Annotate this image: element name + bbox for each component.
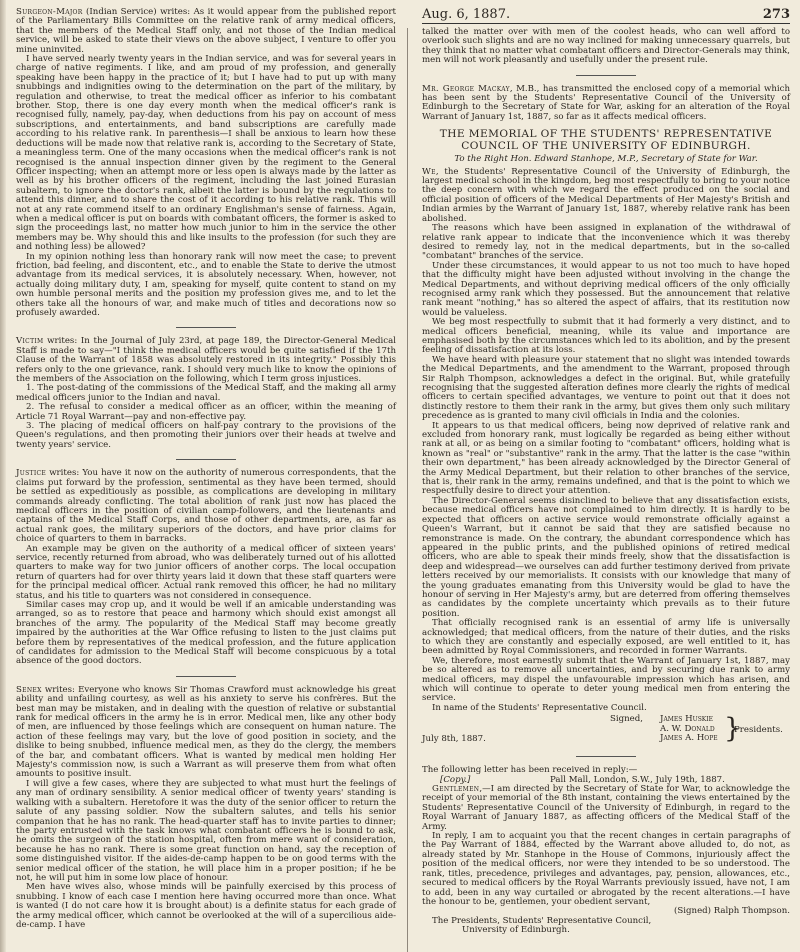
paragraph: I have served nearly twenty years in the Indian service, and was for several years in charge of native regiments. I like, and am proud of my profession, and generally speaking have been happy in the practice of it; but I have had to put up with many snubbings and indignities owing to the determination on the part of the military, by regulation and otherwise, to treat the medical officer as inferior to his combatant brother. Stop, there is one day every month when the medical officer's rank is recognised fully, namely, pay-day, when deductions from his pay on account of mess subscriptions, and entertainments, and band subscriptions are carefully made according to his relative rank. In parenthesis—I shall be anxious to learn how these deductions will be made now that relative rank is, according to the Secretary of State, a meaningless term. One of the many occasions when the medical officer's rank is not recognised is the annual inspection dinner given by the regiment to the General Officer inspecting; when an attempt more or less open is always made by the latter as well as by his brother officers of the regiment, including the last joined Eurasian subaltern, to ignore the doctor's rank, albeit the latter is bound by the regulations to attend this dinner, and to share the cost of it according to his relative rank. This will not at any rate commend itself to an ordinary Englishman's sense of fairness. Again, when a medical officer is put on boards with combatant officers, the former is asked to sign the proceedings last, no matter how much junior to him in the service the other members may be. Why should this and like insults to the profession (for such they are and nothing less) be allowed? (16, 54, 396, 253)
mackay-note: Mr. George Mackay, M.B., has transmitted the enclosed copy of a memorial which has been sent by the Students' Representative Council of the University of Edinburgh to the Secretary of State for War, asking for an alteration of the Royal Warrant of January 1st, 1887, so far as it affects medical officers. (422, 83, 790, 122)
copy-label: [Copy.] (440, 774, 471, 785)
memorial-paragraph: We, therefore, most earnestly submit that the Warrant of January 1st, 1887, may be so altered as to remove all uncertainties, and by securing due rank to army medical officers, may dispel the unfavourable impression which has arisen, and which will continue to operate to deter young medical men from entering the service. (422, 655, 790, 704)
list-item: 3. The placing of medical officers on half-pay contrary to the provisions of the Queen's regulations, and then promoting their juniors over their heads at twelve and twenty years' service. (16, 421, 396, 450)
page-number: 273 (762, 7, 790, 22)
reply-closing: University of Edinburgh. (462, 925, 570, 936)
signatory-name: James A. Hope (660, 733, 718, 744)
senex-letter-continued: talked the matter over with men of the coolest heads, who can well afford to overlook such slights and are no way inclined for making unnecessary quarrels, but they think that no matter what combatant officers and Director-Generals may think, men will not work pleasantly and usefully under the present rule. (422, 27, 790, 66)
section-rule (576, 75, 636, 76)
memorial-paragraph: In name of the Students' Representative Council. (432, 702, 647, 713)
memorial-paragraph: Under these circumstances, it would appear to us not too much to have hoped that the difficulty might have been adjusted without involving in the change the Medical Departments, and without depriving medical officers of the only officially recognised army rank which they possessed. But the announcement that relative rank meant "nothing," has so altered the aspect of affairs, that its restitution now would be valueless. (422, 260, 790, 318)
correspondent-name: Justice (16, 468, 47, 479)
brace-glyph: } (724, 713, 742, 745)
memorial-addressee: To the Right Hon. Edward Stanhope, M.P., Secretary of State for War. (454, 154, 758, 165)
memorial-paragraph: The Director-General seems disinclined to believe that any dissatisfaction exists, because medical officers have not complained to him directly. It is hardly to be expected that officers on active service would remonstrate officially against a Queen's Warrant, but it cannot be said that they are satisfied because no remonstrance is made. On the contrary, the abundant correspondence which has appeared in the public prints, and the published opinions of retired medical officers, who are able to speak their minds freely, show that the dissatisfaction is deep and widespread—we ourselves can add further testimony derived from private letters received by our memorialists. It consists with our knowledge that many of the young graduates emanating from this University would be glad to have the honour of serving in Her Majesty's army, but are deterred from offering themselves as candidates by the complete uncertainty which prevails as to their future position. (422, 495, 790, 619)
senex-letter: Senex writes: Everyone who knows Sir Thomas Crawford must acknowledge his great ability and unfailing courtesy, as well as his anxiety to serve his confrères. But the best man may be mistaken, and in dealing with the question of relative or substantial rank for medical officers in the army he is in error. Medical men, like any other body of men, are influenced by those feelings which are consequent on human nature. The action of these feelings may vary, but the love of good position in society, and the dislike to being snubbed, influence medical men, as they do the clergy, the members of the bar, and combatant officers. What is wanted by medical men holding Her Majesty's commission now, is such a Warrant as will preserve them from what often amounts to positive insult. (16, 684, 397, 780)
memorial-title: THE MEMORIAL OF THE STUDENTS' REPRESENTATIVE COUNCIL OF THE UNIVERSITY OF EDINBURGH. (439, 128, 773, 153)
surgeon-major-letter: Surgeon-Major (Indian Service) writes: As it would appear from the published report of the Parliamentary Bills Committee on the relative rank of army medical officers, that the members of the Medical Staff only, and not those of the Indian medical service, will be asked to state their views on the above subject, I venture to offer you mine uninvited. (16, 7, 396, 55)
correspondent-name: Victim (16, 336, 44, 347)
paragraph: I will give a few cases, where they are subjected to what must hurt the feelings of any man of ordinary sensibility. A senior medical officer of twenty years' standing is walking with a subaltern. Heretofore it was the duty of the senior officer to return the salute of any passing soldier. Now the subaltern salutes, and tells his senior companion that he has no rank. The head-quarter staff has to invite parties to dinner; the party entrusted with the task knows what combatant officers he is bound to ask, he omits the surgeon of the station hospital, often from mere want of consideration, because he has no rank. There is some great function on hand, say the reception of some distinguished visitor. If the aides-de-camp happen to be on good terms with the senior medical officer of the station, he will place him in a proper position; if he be not, he will put him in some low place of honour. (16, 778, 396, 883)
paragraph: Similar cases may crop up, and it would be well if an amicable understanding was arranged, so as to restore that peace and harmony which should exist amongst all branches of the army. The popularity of the Medical Staff may become greatly impaired by the authorities at the War Office refusing to listen to the just claims put before them by representatives of the medical profession, and the future application of candidates for admission to the Medical Staff will become conspicuous by a total absence of the good doctors. (16, 599, 396, 667)
signed-label: Signed, (610, 714, 643, 725)
memorial-paragraph: We, the Students' Representative Council of the University of Edinburgh, the largest medical school in the kingdom, beg most respectfully to bring to your notice the deep concern with which we regard the effect produced on the social and official position of officers of the Medical Departments of Her Majesty's British and Indian armies by the Warrant of January 1st, 1887, whereby relative rank has been abolished. (422, 166, 790, 224)
justice-letter: Justice writes: You have it now on the authority of numerous correspondents, that the claims put forward by the profession, sentimental as they have been termed, should be settled as expeditiously as possible, as complications are developing in military commands already conflicting. The total abolition of rank just now has placed the medical officers in the position of civilian camp-followers, and the lieutenants and captains of the Medical Staff Corps, and those of other departments, are, as far as actual rank goes, the military superiors of the doctors, and have prior claims for choice of quarters to them in barracks. (16, 468, 397, 545)
correspondent-name: Mr. George Mackay (422, 83, 510, 94)
signatory-role: Presidents. (734, 725, 783, 736)
section-rule (176, 459, 236, 460)
running-header (422, 8, 790, 24)
section-rule (176, 327, 236, 328)
section-rule (576, 756, 636, 757)
left-column (10, 0, 402, 952)
reply-paragraph: In reply, I am to acquaint you that the recent changes in certain paragraphs of the Pay Warrant of 1884, effected by the Warrant above alluded to, do not, as already stated by Mr. Stanhope in the House of Commons, injuriously affect the position of the medical officers, nor were they intended to be so understood. The rank, titles, precedence, privileges and advantages, pay, pension, allowances, etc., secured to medical officers by the Royal Warrants previously issued, have not, I am to add, been in any way curtailed or abrogated by the recent alterations.—I have the honour to be, gentlemen, your obedient servant, (422, 831, 790, 907)
paragraph: In my opinion nothing less than honorary rank will now meet the case; to prevent friction, bad feeling, and discontent, etc., and to enable the State to derive the utmost advantage from its medical services, it is absolutely necessary. When, however, not actually doing military duty, I am, speaking for myself, quite content to stand on my own humble personal merits and the position my profession gives me, and to let the others take all the honours of war, and make much of titles and decorations now so profusely awarded. (16, 251, 396, 318)
column-divider (407, 28, 408, 952)
reply-paragraph: Gentlemen,—I am directed by the Secretary of State for War, to acknowledge the receipt of your memorial of the 8th instant, containing the views entertained by the Students' Representative Council of the University of Edinburgh, in regard to the Royal Warrant of January 1887, as affecting officers of the Medical Staff of the Army. (422, 784, 790, 832)
paragraph: Men have wives also, whose minds will be painfully exercised by this process of snubbing. I know of each case I mention here having occurred more than once. What is wanted (I do not care how it is brought about) is a definite status for each grade of the army medical officer, which cannot be overlooked at the will of a supercilious aide-de-camp. I have (16, 882, 396, 930)
reply-intro: The following letter has been received in reply:— (422, 765, 638, 776)
signatory-name: James Huskie (660, 714, 714, 725)
memorial-paragraph: We beg most respectfully to submit that it had formerly a very distinct, and to medical officers beneficial, meaning, while its value and importance are emphasised both by the circumstances which led to its abolition, and by the present feeling of dissatisfaction at its loss. (422, 317, 790, 356)
memorial-paragraph: That officially recognised rank is an essential of army life is universally acknowledged; that medical officers, from the nature of their duties, and the risks to which they are constantly and especially exposed, are well entitled to it, has been admitted by Royal Commissioners, and recorded in former Warrants. (422, 618, 790, 657)
correspondent-name: Senex (16, 684, 42, 695)
memorial-paragraph: The reasons which have been assigned in explanation of the withdrawal of relative rank appear to indicate that the inconvenience which it was thereby desired to remedy lay, not in the medical departments, but in the so-called "combatant" branches of the service. (422, 223, 790, 262)
signatory-name: A. W. Donald (660, 723, 715, 734)
right-column (414, 0, 796, 952)
memorial-paragraph: We have heard with pleasure your statement that no slight was intended towards the Medical Departments, and the amendment to the Warrant, proposed through Sir Ralph Thompson, acknowledges a defect in the original. But, while gratefully recognising that the suggested alteration defines more clearly the rights of medical officers to certain specified advantages, we venture to point out that it does not distinctly restore to them their rank in the army, but gives them only such military precedence as is granted to many civil officials in India and the colonies. (422, 354, 790, 422)
paragraph: An example may be given on the authority of a medical officer of sixteen years' service, recently returned from abroad, who was deliberately turned out of his allotted quarters to make way for two junior officers of another corps. The local occupation return of quarters had for over thirty years laid it down that these staff quarters were for the principal medical officer. Actual rank removed this officer, he had no military status, and his title to quarters was not considered in consequence. (16, 543, 396, 601)
victim-letter: Victim writes: In the Journal of July 23rd, at page 189, the Director-General Medical Staff is made to say—"I think the medical officers would be quite satisfied if the 17th Clause of the Warrant of 1858 was absolutely restored in its integrity." Possibly this refers only to the one grievance, rank. I should very much like to know the opinions of the members of the Association on the following, which I term gross injustices. (16, 336, 396, 385)
memorial-paragraph: It appears to us that medical officers, being now deprived of relative rank and excluded from honorary rank, must logically be regarded as being either without rank at all, or as being on a similar footing to "combatant" officers, holding what is known as "real" or "substantive" rank in the army. That the latter is the case "within their own department," has been already acknowledged by the Director General of the Army Medical Department, but their relation to other branches of the service, that is, their rank in the army, remains undefined, and that is the point to which we respectfully desire to direct your attention. (422, 420, 790, 497)
reply-signature: (Signed) Ralph Thompson. (674, 906, 790, 917)
reply-closing: The Presidents, Students' Representative Council, (432, 915, 652, 926)
signatory-list (660, 715, 718, 743)
memorial-date: July 8th, 1887. (422, 734, 486, 745)
list-item: 2. The refusal to consider a medical officer as an officer, within the meaning of Article 71 Royal Warrant—pay and non-effective pay. (16, 402, 396, 422)
signature-block (422, 715, 790, 747)
reply-address: Pall Mall, London, S.W., July 19th, 1887. (550, 774, 725, 785)
list-item: 1. The post-dating of the commissions of the Medical Staff, and the making all army medical officers junior to the Indian and naval. (16, 383, 396, 403)
correspondent-name: Surgeon-Major (16, 7, 83, 17)
page-spine-shadow (0, 0, 6, 952)
issue-date: Aug. 6, 1887. (422, 7, 511, 22)
section-rule (176, 676, 236, 677)
